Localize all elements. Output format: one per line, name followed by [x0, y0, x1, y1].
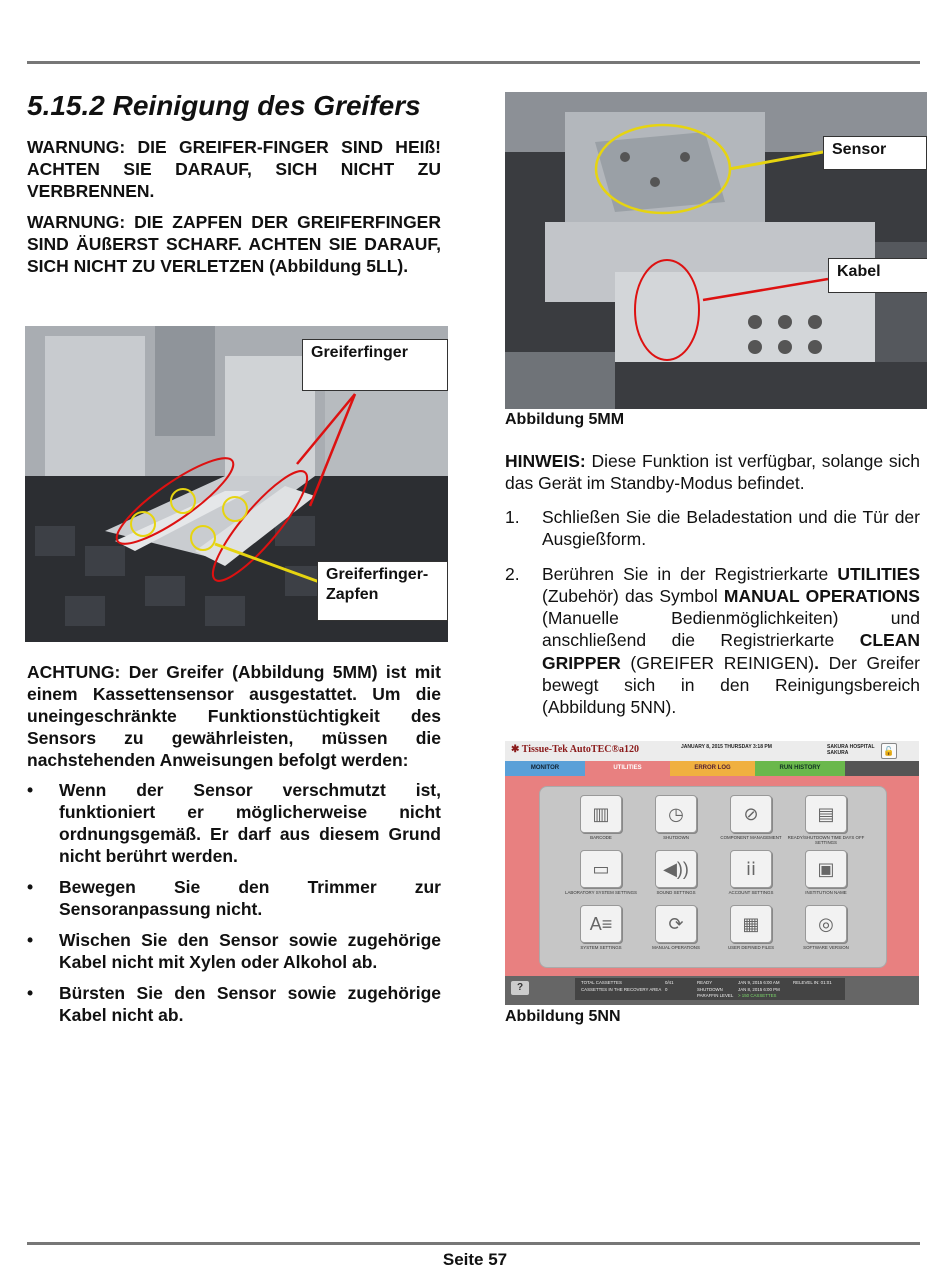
caution-text: ACHTUNG: Der Greifer (Abbildung 5MM) ist mit einem Kassettensensor ausgestattet. Um die uneingeschränkte Funktionstüchtigkeit des Sensors zu gewährleisten, müssen die nachstehenden Anweisungen befolgt werden:	[27, 662, 441, 770]
bullet-icon: •	[27, 930, 34, 950]
callout-gripper-fingers: Greiferfinger	[302, 339, 448, 391]
bullet-text: Wischen Sie den Sensor sowie zugehörige Kabel nicht mit Xylen oder Alkohol ab.	[59, 930, 441, 972]
warning-hot: WARNUNG: DIE GREIFER-FINGER SIND HEIß! ACHTEN SIE DARAUF, SICH NICHT ZU VERBRENNEN.	[27, 137, 441, 201]
list-item	[27, 982, 441, 1026]
step-text-part: (Manuelle Bedienmöglichkeiten) und anschließend die Registrierkarte	[542, 608, 920, 651]
list-item	[27, 876, 441, 920]
status-relevel: RELEVEL IN: 01:01	[793, 980, 832, 985]
caption-5mm: Abbildung 5MM	[505, 411, 625, 428]
step-item	[505, 506, 920, 551]
step-text-part: .	[814, 652, 820, 673]
manual-operations-icon: ⟳	[655, 905, 697, 943]
tile-user-defined-files[interactable]: ▦ USER DEFINED FILES	[708, 905, 794, 950]
steps-list	[505, 506, 920, 719]
barcode-icon: ▥	[580, 795, 622, 833]
tile-component-management[interactable]: ⊘ COMPONENT MANAGEMENT	[708, 795, 794, 840]
step-text	[542, 564, 920, 718]
tab-utilities[interactable]: UTILITIES	[585, 761, 670, 776]
step-text: Schließen Sie die Beladestation und die Tür der Ausgießform.	[542, 507, 920, 550]
screen-tabs	[505, 761, 919, 776]
step-text-part: Berühren Sie in der Registrierkarte	[542, 563, 838, 584]
utilities-panel	[505, 776, 919, 976]
sound-icon: ◀))	[655, 850, 697, 888]
tile-laboratory-system-settings[interactable]: ▭ LABORATORY SYSTEM SETTINGS	[558, 850, 644, 895]
screen-brand	[511, 744, 639, 755]
status-paraffin: PARAFFIN LEVEL	[697, 993, 734, 998]
utilities-screenshot	[505, 741, 919, 1005]
screen-site: SAKURA HOSPITAL SAKURA	[827, 744, 875, 756]
step-number: 2.	[505, 563, 520, 584]
callout-cable: Kabel	[828, 258, 927, 293]
status-recovery-label: CASSETTES IN THE RECOVERY AREA	[581, 987, 662, 992]
lab-settings-icon: ▭	[580, 850, 622, 888]
step-text-part: Der Greifer bewegt sich in den Reinigungsbereich (Abbildung 5NN).	[542, 652, 921, 718]
system-settings-icon: A≡	[580, 905, 622, 943]
status-panel	[575, 978, 845, 1000]
bullet-icon: •	[27, 780, 34, 800]
caption-5nn: Abbildung 5NN	[505, 1008, 621, 1025]
step-keyword-utilities: UTILITIES	[837, 563, 920, 584]
sensor-photo	[505, 92, 927, 409]
tile-account-settings[interactable]: ⅰⅰ ACCOUNT SETTINGS	[708, 850, 794, 895]
tile-barcode[interactable]: ▥ BARCODE	[558, 795, 644, 840]
note-paragraph	[505, 450, 920, 494]
status-shutdown-time: JAN 8, 2015 6:00 PM	[738, 987, 780, 992]
bullet-text: Bürsten Sie den Sensor sowie zugehörige Kabel nicht ab.	[59, 983, 441, 1025]
screen-date: JANUARY 8, 2015 THURSDAY 3:18 PM	[681, 744, 772, 750]
step-keyword-manual-operations: MANUAL OPERATIONS	[723, 585, 920, 606]
step-text-part: (Zubehör) das Symbol	[542, 585, 724, 606]
step-text-part: (GREIFER REINIGEN)	[620, 652, 815, 673]
list-item	[27, 779, 441, 867]
page-number: Seite 57	[442, 1250, 508, 1269]
brand-text: Tissue-Tek AutoTEC®a120	[521, 744, 639, 755]
tile-shutdown[interactable]: ◷ SHUTDOWN	[633, 795, 719, 840]
lock-icon[interactable]: 🔓	[881, 743, 897, 759]
tile-sound-settings[interactable]: ◀)) SOUND SETTINGS	[633, 850, 719, 895]
status-recovery-value: 0	[665, 987, 668, 992]
warning-sharp: WARNUNG: DIE ZAPFEN DER GREIFERFINGER SIND ÄUßERST SCHARF. ACHTEN SIE DARAUF, SICH NICHT ZU VERLETZEN (Abbildung 5LL).	[27, 212, 441, 276]
screen-status-bar	[505, 976, 919, 1005]
status-total-label: TOTAL CASSETTES	[581, 980, 622, 985]
status-total-value: 0/41	[665, 980, 674, 985]
callout-gripper-pins: Greiferfinger- Zapfen	[317, 561, 448, 621]
component-icon: ⊘	[730, 795, 772, 833]
callout-sensor: Sensor	[823, 136, 927, 170]
bottom-rule	[27, 1242, 920, 1245]
institution-icon: ▣	[805, 850, 847, 888]
section-title: 5.15.2 Reinigung des Greifers	[27, 90, 421, 121]
tab-error-log[interactable]: ERROR LOG	[670, 761, 755, 776]
caution-block	[27, 661, 441, 1035]
list-item	[27, 929, 441, 973]
screen-header	[505, 741, 919, 761]
step-item	[505, 563, 920, 719]
tile-ready-shutdown-time[interactable]: ▤ READY/SHUTDOWN TIME DAYS OFF SETTINGS	[783, 795, 869, 845]
bullet-icon: •	[27, 877, 34, 897]
shutdown-icon: ◷	[655, 795, 697, 833]
disc-icon: ◎	[805, 905, 847, 943]
tile-institution-name[interactable]: ▣ INSTITUTION NAME	[783, 850, 869, 895]
calendar-icon: ▤	[805, 795, 847, 833]
sakura-logo-icon: ✱	[511, 744, 520, 755]
note-label: HINWEIS:	[505, 451, 586, 471]
bullet-text: Bewegen Sie den Trimmer zur Sensoranpassung nicht.	[59, 877, 441, 919]
tab-run-history[interactable]: RUN HISTORY	[755, 761, 845, 776]
status-ready: READY	[697, 980, 713, 985]
tab-monitor[interactable]: MONITOR	[505, 761, 585, 776]
utilities-grid	[539, 786, 887, 968]
account-icon: ⅰⅰ	[730, 850, 772, 888]
note-text: Diese Funktion ist verfügbar, solange sich das Gerät im Standby-Modus befindet.	[505, 451, 920, 493]
status-shutdown: SHUTDOWN	[697, 987, 723, 992]
status-ready-time: JAN 9, 2015 6:00 AM	[738, 980, 780, 985]
status-paraffin-value: > 150 CASSETTES	[738, 993, 777, 998]
caution-list	[27, 779, 441, 1026]
top-rule	[27, 61, 920, 64]
help-button[interactable]: ?	[511, 981, 529, 995]
right-text	[505, 410, 920, 731]
left-column	[27, 88, 441, 286]
step-keyword-clean-gripper: CLEAN GRIPPER	[542, 630, 920, 673]
gripper-photo	[25, 326, 448, 642]
tile-system-settings[interactable]: A≡ SYSTEM SETTINGS	[558, 905, 644, 950]
tile-manual-operations[interactable]: ⟳ MANUAL OPERATIONS	[633, 905, 719, 950]
bullet-icon: •	[27, 983, 34, 1003]
step-number: 1.	[505, 507, 520, 527]
tile-software-version[interactable]: ◎ SOFTWARE VERSION	[783, 905, 869, 950]
bullet-text: Wenn der Sensor verschmutzt ist, funktioniert er möglicherweise nicht ordnungsgemäß. Er darf aus diesem Grund nicht berührt werden.	[59, 780, 441, 866]
files-icon: ▦	[730, 905, 772, 943]
